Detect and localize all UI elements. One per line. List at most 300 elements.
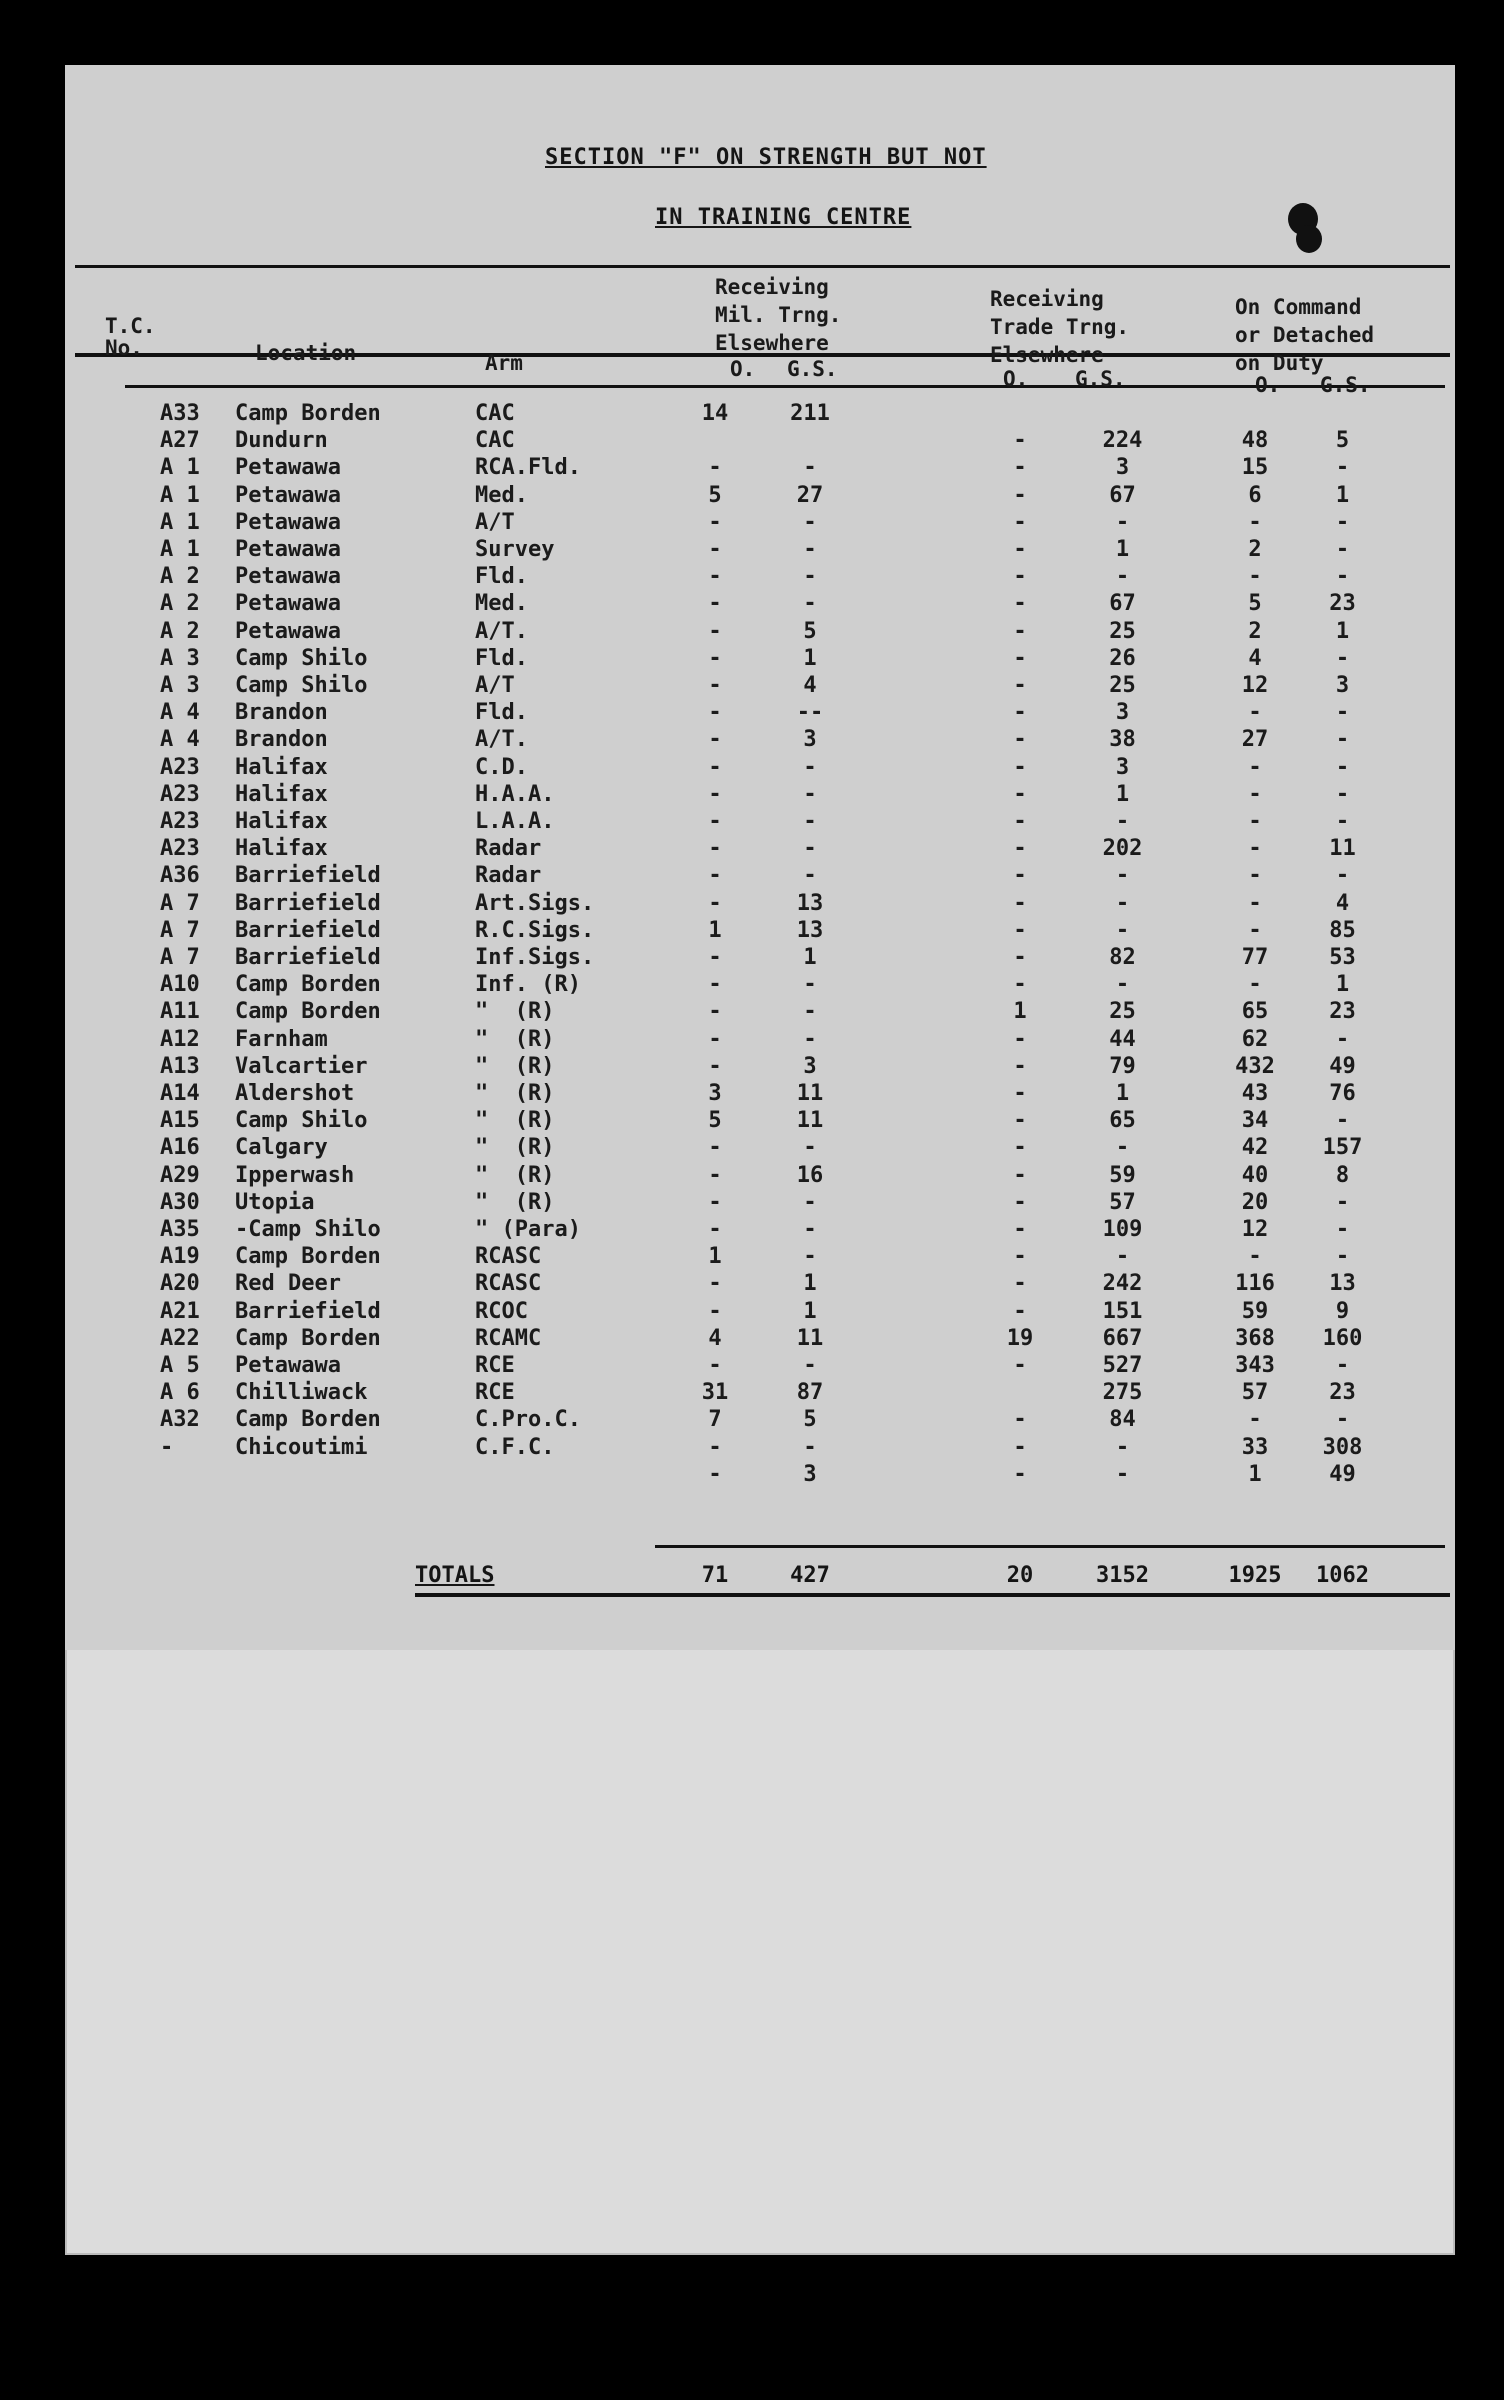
cell-trade-o: - — [1013, 781, 1027, 807]
cell-mil-gs: 16 — [796, 1162, 824, 1188]
cell-location: Halifax — [235, 836, 328, 862]
cell-tc-no: A36 — [160, 863, 200, 889]
table-row — [75, 1081, 1435, 1109]
cell-trade-gs: 79 — [1109, 1053, 1136, 1079]
table-row — [75, 537, 1435, 565]
cell-arm: CAC — [475, 428, 515, 454]
cell-duty-gs: 1 — [1335, 618, 1350, 644]
cell-trade-o: - — [1013, 972, 1027, 998]
cell-trade-gs: 1 — [1115, 781, 1130, 807]
cell-trade-gs: 25 — [1109, 999, 1136, 1025]
cell-arm: Inf.Sigs. — [475, 945, 595, 970]
cell-trade-o: - — [1013, 673, 1027, 698]
cell-duty-o: 368 — [1235, 1325, 1275, 1351]
cell-tc-no: A 3 — [160, 673, 200, 698]
cell-location: Valcartier — [235, 1053, 368, 1079]
cell-duty-gs: - — [1335, 781, 1350, 807]
cell-location: Halifax — [235, 781, 328, 807]
cell-trade-o: - — [1013, 863, 1027, 889]
cell-mil-gs: 1 — [803, 945, 817, 970]
table-row — [75, 700, 1435, 728]
cell-trade-gs: 67 — [1109, 591, 1136, 617]
table-row — [75, 673, 1435, 701]
cell-duty-o: - — [1248, 890, 1262, 916]
cell-tc-no: A23 — [160, 754, 200, 780]
totals-row — [75, 1563, 1435, 1595]
cell-mil-gs: 5 — [803, 618, 817, 644]
cell-arm: " (R) — [475, 999, 555, 1025]
cell-duty-gs: - — [1335, 863, 1350, 889]
table-row — [75, 918, 1435, 946]
header-mil-training: Receiving Mil. Trng. Elsewhere — [715, 275, 842, 355]
cell-location: Brandon — [235, 700, 328, 726]
cell-trade-gs: 667 — [1102, 1325, 1143, 1351]
cell-duty-o: 116 — [1235, 1271, 1275, 1297]
cell-mil-gs: 27 — [796, 482, 824, 508]
cell-trade-gs: 38 — [1109, 727, 1136, 753]
cell-trade-o: - — [1013, 1244, 1027, 1270]
table-row — [75, 1271, 1435, 1299]
cell-duty-gs: 85 — [1329, 917, 1356, 943]
cell-duty-gs: - — [1335, 1108, 1350, 1134]
cell-location: Barriefield — [235, 890, 381, 916]
cell-trade-o: - — [1013, 1271, 1027, 1297]
header-top-rule — [75, 265, 1450, 268]
totals-top-rule — [655, 1545, 1445, 1548]
cell-duty-gs: - — [1335, 1026, 1350, 1052]
cell-mil-gs: 11 — [796, 1108, 824, 1134]
cell-duty-gs: - — [1335, 809, 1350, 834]
cell-duty-o: - — [1248, 836, 1262, 862]
cell-tc-no: A27 — [160, 428, 200, 454]
cell-arm: Med. — [475, 482, 528, 508]
cell-mil-gs: - — [803, 591, 817, 617]
cell-location: Halifax — [235, 754, 328, 780]
cell-duty-gs: 49 — [1329, 1461, 1356, 1487]
cell-duty-o: 1 — [1248, 1461, 1262, 1487]
cell-location: Brandon — [235, 727, 328, 753]
cell-arm: A/T. — [475, 618, 528, 644]
cell-location: Petawawa — [235, 1353, 341, 1378]
table-row — [75, 1027, 1435, 1055]
cell-mil-gs: - — [803, 509, 817, 535]
cell-trade-gs: - — [1115, 863, 1130, 889]
cell-duty-gs: 3 — [1335, 673, 1350, 698]
table-row — [75, 972, 1435, 1000]
cell-duty-o: 15 — [1241, 455, 1269, 481]
cell-duty-o: - — [1248, 509, 1262, 535]
cell-duty-o: 12 — [1241, 673, 1269, 698]
cell-location: Camp Borden — [235, 1325, 381, 1351]
cell-mil-gs: - — [803, 863, 817, 889]
cell-mil-o: - — [708, 727, 722, 753]
cell-location: Barriefield — [235, 1298, 381, 1324]
cell-tc-no: A35 — [160, 1217, 200, 1242]
cell-mil-gs: 3 — [803, 727, 817, 753]
cell-mil-gs: - — [803, 972, 817, 998]
cell-trade-gs: 25 — [1109, 673, 1136, 698]
cell-duty-gs: 308 — [1322, 1434, 1363, 1460]
cell-trade-o: - — [1013, 1217, 1027, 1242]
cell-tc-no: A22 — [160, 1325, 200, 1351]
cell-trade-o: - — [1013, 1026, 1027, 1052]
cell-mil-o: - — [708, 1217, 722, 1242]
cell-arm: Fld. — [475, 645, 528, 671]
cell-mil-gs: -- — [796, 700, 824, 726]
cell-duty-gs: 160 — [1322, 1325, 1363, 1351]
cell-mil-o: - — [708, 1026, 722, 1052]
cell-trade-o: - — [1013, 1298, 1027, 1324]
cell-duty-gs: 157 — [1322, 1135, 1363, 1161]
cell-location: Camp Shilo — [235, 1108, 368, 1134]
table-row — [75, 1108, 1435, 1136]
cell-arm: " (R) — [475, 1108, 555, 1134]
header-trade-o: O. — [1003, 367, 1029, 391]
cell-mil-o: - — [708, 1271, 722, 1297]
cell-trade-o: 1 — [1013, 999, 1027, 1025]
cell-tc-no: A 1 — [160, 482, 200, 508]
cell-mil-gs: - — [803, 1217, 817, 1242]
cell-trade-gs: 65 — [1109, 1108, 1136, 1134]
totals-label: TOTALS — [415, 1563, 495, 1588]
table-row — [75, 1054, 1435, 1082]
table-row — [75, 1435, 1435, 1463]
header-tc-no: T.C. No. — [105, 314, 156, 360]
cell-duty-o: 6 — [1248, 482, 1262, 508]
cell-duty-o: 42 — [1241, 1135, 1269, 1161]
cell-mil-o: - — [708, 754, 722, 780]
cell-tc-no: A32 — [160, 1407, 200, 1433]
cell-mil-o: 31 — [701, 1380, 729, 1406]
table-row — [75, 591, 1435, 619]
table-row — [75, 1135, 1435, 1163]
cell-trade-o: - — [1013, 945, 1027, 970]
table-row — [75, 755, 1435, 783]
cell-duty-gs: - — [1335, 1353, 1350, 1378]
cell-tc-no: A 4 — [160, 700, 200, 726]
header-duty-gs: G.S. — [1320, 373, 1371, 397]
cell-trade-o: - — [1013, 1162, 1027, 1188]
cell-duty-gs: 1 — [1335, 482, 1350, 508]
cell-trade-o: - — [1013, 727, 1027, 753]
cell-trade-o: - — [1013, 1189, 1027, 1215]
cell-trade-gs: 25 — [1109, 618, 1136, 644]
cell-tc-no: A 1 — [160, 455, 200, 481]
cell-mil-o: - — [708, 537, 722, 562]
table-row — [75, 782, 1435, 810]
cell-arm: " (R) — [475, 1081, 555, 1106]
cell-duty-gs: 5 — [1335, 428, 1350, 454]
cell-duty-gs: - — [1335, 1244, 1350, 1270]
cell-trade-gs: 1 — [1115, 537, 1130, 562]
cell-duty-o: - — [1248, 863, 1262, 889]
cell-arm: RCE — [475, 1380, 515, 1406]
cell-tc-no: A 2 — [160, 591, 200, 617]
cell-tc-no: A33 — [160, 401, 200, 426]
cell-duty-gs: 76 — [1329, 1081, 1356, 1106]
cell-location: Barriefield — [235, 917, 381, 943]
cell-trade-gs: - — [1115, 809, 1130, 834]
cell-tc-no: A 7 — [160, 917, 200, 943]
cell-trade-gs: 1 — [1115, 1081, 1130, 1106]
cell-tc-no: A 2 — [160, 618, 200, 644]
cell-location: Petawawa — [235, 564, 341, 590]
cell-location: Petawawa — [235, 537, 341, 562]
cell-duty-gs: 53 — [1329, 945, 1356, 970]
cell-arm: " (Para) — [475, 1217, 581, 1242]
cell-tc-no: A 5 — [160, 1353, 200, 1378]
cell-arm: C.Pro.C. — [475, 1407, 581, 1433]
table-row — [75, 619, 1435, 647]
cell-location: Petawawa — [235, 482, 341, 508]
cell-duty-o: 77 — [1241, 945, 1269, 970]
cell-tc-no: A19 — [160, 1244, 200, 1270]
cell-trade-o: - — [1013, 1407, 1027, 1433]
totals-mil-gs: 427 — [790, 1563, 830, 1588]
cell-trade-gs: 242 — [1102, 1271, 1143, 1297]
cell-mil-gs: 11 — [796, 1325, 824, 1351]
header-bottom-rule — [125, 385, 1445, 388]
cell-duty-o: - — [1248, 917, 1262, 943]
cell-mil-o: - — [708, 1162, 722, 1188]
table-row — [75, 836, 1435, 864]
cell-mil-gs: 13 — [796, 890, 824, 916]
cell-tc-no: A16 — [160, 1135, 200, 1161]
cell-mil-gs: 3 — [803, 1461, 817, 1487]
cell-duty-gs: - — [1335, 727, 1350, 753]
cell-trade-o: - — [1013, 1053, 1027, 1079]
totals-trade-gs: 3152 — [1096, 1563, 1149, 1588]
cell-mil-o: - — [708, 509, 722, 535]
cell-duty-o: 12 — [1241, 1217, 1269, 1242]
cell-mil-gs: 11 — [796, 1081, 824, 1106]
cell-mil-o: 1 — [708, 1244, 722, 1270]
cell-arm: Radar — [475, 836, 542, 862]
cell-mil-o: - — [708, 564, 722, 590]
cell-trade-o: - — [1013, 700, 1027, 726]
cell-tc-no: A 7 — [160, 945, 200, 970]
cell-location: Petawawa — [235, 591, 341, 617]
cell-mil-o: - — [708, 809, 722, 834]
cell-trade-o: - — [1013, 482, 1027, 508]
totals-duty-o: 1925 — [1228, 1563, 1282, 1588]
cell-mil-o: - — [708, 999, 722, 1025]
cell-location: Dundurn — [235, 428, 328, 454]
table-row — [75, 1299, 1435, 1327]
cell-trade-o: - — [1013, 564, 1027, 590]
cell-location: Camp Borden — [235, 1407, 381, 1433]
cell-mil-o: - — [708, 1353, 722, 1378]
cell-arm: " (R) — [475, 1162, 555, 1188]
cell-arm: A/T — [475, 673, 515, 698]
cell-trade-gs: - — [1115, 1434, 1130, 1460]
cell-location: Camp Borden — [235, 999, 381, 1025]
cell-trade-gs: - — [1115, 509, 1130, 535]
cell-mil-o: 5 — [708, 1108, 722, 1134]
cell-duty-gs: 4 — [1335, 890, 1350, 916]
cell-tc-no: A20 — [160, 1271, 200, 1297]
cell-duty-o: 33 — [1241, 1434, 1269, 1460]
cell-tc-no: A23 — [160, 836, 200, 862]
cell-mil-gs: - — [803, 455, 817, 481]
cell-trade-o: - — [1013, 1081, 1027, 1106]
table-row — [75, 1163, 1435, 1191]
cell-trade-o: - — [1013, 1108, 1027, 1134]
cell-mil-o: - — [708, 781, 722, 807]
cell-location: Chicoutimi — [235, 1434, 368, 1460]
cell-mil-o: 4 — [708, 1325, 722, 1351]
cell-duty-gs: - — [1335, 754, 1350, 780]
cell-location: Camp Borden — [235, 1244, 381, 1270]
cell-arm: RCASC — [475, 1244, 542, 1270]
cell-tc-no: A 1 — [160, 509, 200, 535]
cell-mil-o: - — [708, 863, 722, 889]
cell-location: Camp Shilo — [235, 673, 368, 698]
cell-arm: CAC — [475, 401, 515, 426]
table-row — [75, 455, 1435, 483]
cell-mil-gs: - — [803, 836, 817, 862]
cell-arm: C.D. — [475, 754, 528, 780]
cell-duty-o: - — [1248, 781, 1262, 807]
header-trade-gs: G.S. — [1075, 367, 1126, 391]
cell-location: Petawawa — [235, 618, 341, 644]
cell-mil-gs: 4 — [803, 673, 817, 698]
cell-location: Camp Borden — [235, 401, 381, 426]
cell-mil-o: - — [708, 1189, 722, 1215]
cell-mil-gs: - — [803, 781, 817, 807]
cell-tc-no: A 6 — [160, 1380, 200, 1406]
cell-trade-o: - — [1013, 836, 1027, 862]
cell-location: Halifax — [235, 809, 328, 834]
cell-trade-o: - — [1013, 455, 1027, 481]
cell-trade-o: - — [1013, 809, 1027, 834]
cell-mil-gs: 87 — [796, 1380, 824, 1406]
ink-blot-mark — [1285, 197, 1325, 259]
cell-mil-o: - — [708, 455, 722, 481]
cell-trade-o: - — [1013, 890, 1027, 916]
cell-mil-gs: - — [803, 1434, 817, 1460]
cell-duty-gs: - — [1335, 455, 1350, 481]
page-title: SECTION "F" ON STRENGTH BUT NOT — [545, 145, 987, 170]
cell-mil-gs: 13 — [796, 917, 824, 943]
cell-arm: " (R) — [475, 1053, 555, 1079]
cell-duty-gs: 23 — [1329, 591, 1356, 617]
cell-arm: Survey — [475, 537, 555, 562]
cell-trade-gs: 67 — [1109, 482, 1136, 508]
cell-location: Camp Shilo — [235, 645, 368, 671]
cell-mil-o: 1 — [708, 917, 722, 943]
cell-mil-o: - — [708, 1298, 722, 1324]
cell-mil-o: - — [708, 945, 722, 970]
cell-duty-gs: 23 — [1329, 1380, 1356, 1406]
cell-trade-gs: 151 — [1102, 1298, 1143, 1324]
cell-trade-gs: 84 — [1109, 1407, 1136, 1433]
cell-trade-gs: 57 — [1109, 1189, 1136, 1215]
table-row — [75, 1380, 1435, 1408]
cell-location: Camp Borden — [235, 972, 381, 998]
cell-duty-o: - — [1248, 700, 1262, 726]
cell-duty-o: - — [1248, 564, 1262, 590]
cell-arm: Med. — [475, 591, 528, 617]
header-location: Location — [255, 341, 357, 365]
cell-duty-gs: - — [1335, 564, 1350, 590]
cell-tc-no: A 1 — [160, 537, 200, 562]
cell-trade-gs: 224 — [1102, 428, 1143, 454]
cell-trade-gs: - — [1115, 1461, 1130, 1487]
cell-mil-o: - — [708, 890, 722, 916]
cell-duty-gs: - — [1335, 700, 1350, 726]
cell-mil-o: - — [708, 836, 722, 862]
cell-mil-o: 14 — [701, 401, 729, 426]
cell-tc-no: A13 — [160, 1053, 200, 1079]
cell-arm: Art.Sigs. — [475, 890, 595, 916]
cell-mil-o: 7 — [708, 1407, 722, 1433]
header-mil-gs: G.S. — [787, 357, 838, 381]
cell-arm: A/T. — [475, 727, 528, 753]
cell-mil-o: - — [708, 618, 722, 644]
table-row — [75, 401, 1435, 429]
cell-location: Ipperwash — [235, 1162, 355, 1188]
totals-trade-o: 20 — [1006, 1563, 1034, 1588]
cell-duty-gs: 11 — [1329, 836, 1356, 862]
cell-mil-gs: - — [803, 1026, 817, 1052]
cell-arm: L.A.A. — [475, 809, 555, 834]
cell-mil-o: - — [708, 645, 722, 671]
cell-duty-gs: 8 — [1335, 1162, 1350, 1188]
cell-mil-o: 3 — [708, 1081, 722, 1106]
cell-arm: R.C.Sigs. — [475, 917, 595, 943]
cell-tc-no: A23 — [160, 781, 200, 807]
cell-location: Petawawa — [235, 509, 341, 535]
cell-trade-gs: - — [1115, 1244, 1130, 1270]
cell-duty-o: - — [1248, 809, 1262, 834]
table-row — [75, 1407, 1435, 1435]
cell-mil-gs: 1 — [803, 1271, 817, 1297]
cell-tc-no: A21 — [160, 1298, 200, 1324]
cell-duty-gs: 23 — [1329, 999, 1356, 1025]
cell-arm: " (R) — [475, 1026, 555, 1052]
cell-mil-gs: - — [803, 1353, 817, 1378]
cell-mil-gs: - — [803, 537, 817, 562]
cell-trade-o: - — [1013, 645, 1027, 671]
cell-mil-gs: 211 — [790, 401, 830, 426]
cell-tc-no: A12 — [160, 1026, 200, 1052]
cell-trade-o: - — [1013, 537, 1027, 562]
cell-tc-no: A30 — [160, 1189, 200, 1215]
cell-duty-o: 34 — [1241, 1108, 1269, 1134]
cell-arm: RCE — [475, 1353, 515, 1378]
cell-tc-no: A29 — [160, 1162, 200, 1188]
cell-arm: Fld. — [475, 564, 528, 590]
header-trade-training: Receiving Trade Trng. Elsewhere — [990, 287, 1130, 367]
cell-duty-gs: - — [1335, 1407, 1350, 1433]
totals-mil-o: 71 — [701, 1563, 729, 1588]
cell-duty-gs: 1 — [1335, 972, 1350, 998]
cell-mil-gs: 1 — [803, 1298, 817, 1324]
cell-trade-o: - — [1013, 1353, 1027, 1378]
cell-mil-gs: - — [803, 564, 817, 590]
cell-mil-gs: - — [803, 1189, 817, 1215]
cell-trade-gs: - — [1115, 564, 1130, 590]
cell-arm: " (R) — [475, 1135, 555, 1161]
cell-mil-o: 5 — [708, 482, 722, 508]
cell-tc-no: A 4 — [160, 727, 200, 753]
cell-duty-gs: - — [1335, 1189, 1350, 1215]
cell-duty-o: 59 — [1241, 1298, 1269, 1324]
cell-trade-o: - — [1013, 509, 1027, 535]
cell-tc-no: - — [160, 1434, 174, 1460]
cell-tc-no: A 2 — [160, 564, 200, 590]
